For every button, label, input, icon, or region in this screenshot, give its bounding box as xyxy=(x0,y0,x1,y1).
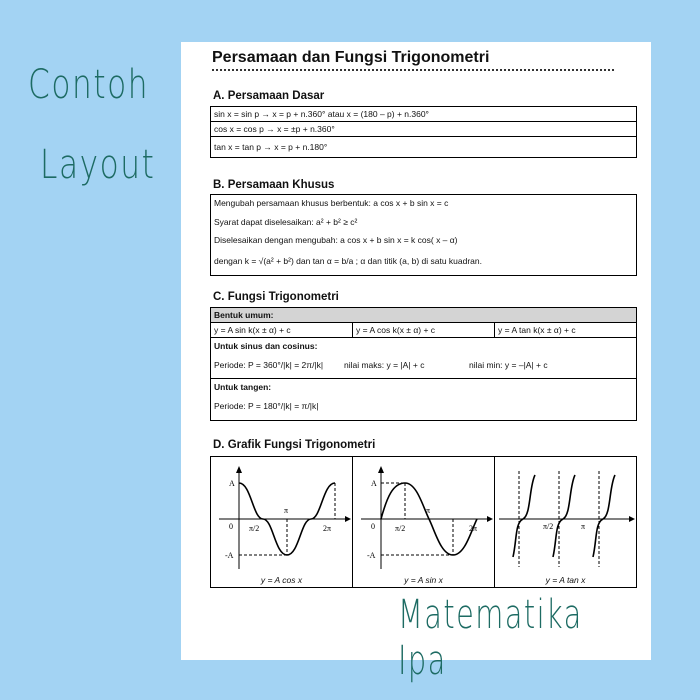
tick-half-pi: π/2 xyxy=(395,524,406,533)
section-b-heading: B. Persamaan Khusus xyxy=(213,179,335,191)
tick-half-pi: π/2 xyxy=(249,524,260,533)
periode-tan: Periode: P = 180°/|k| = π/|k| xyxy=(214,401,319,411)
text-line: dengan k = √(a² + b²) dan tan α = b/a ; α dan titik (a, b) di satu kuadran. xyxy=(214,256,482,266)
graphs-box xyxy=(210,456,637,588)
tick-negA: -A xyxy=(367,551,376,560)
contoh-label: Contoh xyxy=(28,62,150,108)
tan-curve xyxy=(593,475,615,557)
page-title: Persamaan dan Fungsi Trigonometri xyxy=(212,49,490,66)
tick-pi: π xyxy=(581,522,586,531)
document-page xyxy=(181,42,651,660)
tick-pi: π xyxy=(426,506,431,515)
graph-cos xyxy=(211,457,353,587)
caption-tan: y = A tan x xyxy=(545,575,586,585)
nilai-maks: nilai maks: y = |A| + c xyxy=(344,360,425,370)
nilai-min: nilai min: y = –|A| + c xyxy=(469,360,548,370)
sincos-label: Untuk sinus dan cosinus: xyxy=(214,341,318,351)
caption-cos: y = A cos x xyxy=(260,575,303,585)
tick-zero: 0 xyxy=(229,522,233,531)
umum-sin: y = A sin k(x ± α) + c xyxy=(211,323,353,337)
graph-sin xyxy=(353,457,495,587)
tick-two-pi: 2π xyxy=(323,524,332,533)
section-d-heading: D. Grafik Fungsi Trigonometri xyxy=(213,439,376,451)
formula-row: cos x = cos p → x = ±p + n.360° xyxy=(211,122,636,137)
tan-curve xyxy=(513,475,535,557)
section-a-box xyxy=(210,106,637,158)
tan-label: Untuk tangen: xyxy=(214,382,272,392)
section-c-box xyxy=(210,307,637,421)
title-divider xyxy=(212,69,614,71)
umum-label: Bentuk umum: xyxy=(211,308,636,323)
tick-two-pi: 2π xyxy=(469,524,478,533)
matematika-label: Matematika Ipa xyxy=(398,592,583,684)
periode-sincos: Periode: P = 360°/|k| = 2π/|k| xyxy=(214,360,324,370)
text-line: Mengubah persamaan khusus berbentuk: a cos x + b sin x = c xyxy=(214,198,449,208)
tick-A: A xyxy=(229,479,235,488)
text-line: Syarat dapat diselesaikan: a² + b² ≥ c² xyxy=(214,217,358,227)
section-a-heading: A. Persamaan Dasar xyxy=(213,90,325,102)
umum-tan: y = A tan k(x ± α) + c xyxy=(498,325,576,335)
text-line: Diselesaikan dengan mengubah: a cos x + b sin x = k cos( x – α) xyxy=(214,235,458,245)
tick-half-pi: π/2 xyxy=(543,522,554,531)
formula-row: tan x = tan p → x = p + n.180° xyxy=(214,142,328,152)
umum-cos: y = A cos k(x ± α) + c xyxy=(353,323,495,337)
tan-curve xyxy=(553,475,575,557)
section-b-box xyxy=(210,194,637,276)
graph-tan xyxy=(495,457,636,587)
tick-A: A xyxy=(371,479,377,488)
layout-label: Layout xyxy=(40,142,156,188)
tick-zero: 0 xyxy=(371,522,375,531)
formula-row: sin x = sin p → x = p + n.360° atau x = (180 – p) + n.360° xyxy=(211,107,636,122)
caption-sin: y = A sin x xyxy=(404,575,443,585)
tick-negA: -A xyxy=(225,551,234,560)
section-c-heading: C. Fungsi Trigonometri xyxy=(213,291,339,303)
tick-pi: π xyxy=(284,506,289,515)
